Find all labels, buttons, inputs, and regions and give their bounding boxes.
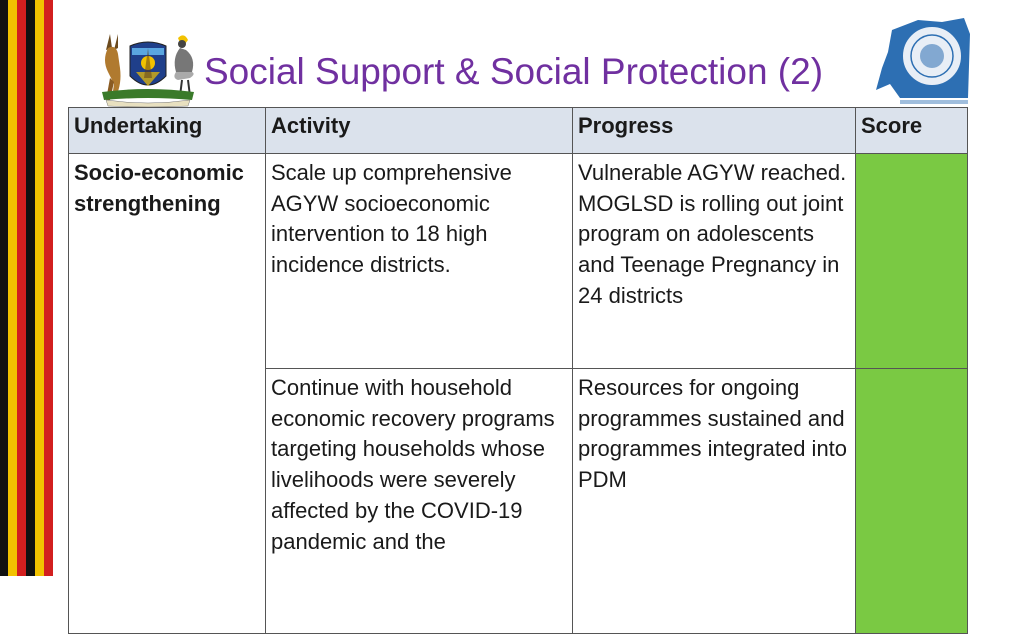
score-indicator-green xyxy=(856,154,968,369)
activity-cell: Continue with household economic recovery programs targeting households whose livelihoods were severely affected by the COVID-19 pandemic and the xyxy=(266,369,573,634)
progress-cell: Resources for ongoing programmes sustained and programmes integrated into PDM xyxy=(573,369,856,634)
activity-cell: Scale up comprehensive AGYW socioeconomic intervention to 18 high incidence districts. xyxy=(266,154,573,369)
table-row xyxy=(69,154,968,369)
uganda-aids-commission-logo xyxy=(872,12,972,108)
header-activity: Activity xyxy=(266,108,573,154)
uganda-flag-stripes xyxy=(0,0,62,576)
slide-title: Social Support & Social Protection (2) xyxy=(204,51,824,92)
progress-cell: Vulnerable AGYW reached. MOGLSD is rolling out joint program on adolescents and Teenage Pregnancy in 24 districts xyxy=(573,154,856,369)
header-score: Score xyxy=(856,108,968,154)
score-indicator-green xyxy=(856,369,968,634)
uganda-coat-of-arms-logo xyxy=(92,28,204,108)
undertaking-cell: Socio-economic strengthening xyxy=(69,154,266,634)
header-progress: Progress xyxy=(573,108,856,154)
undertaking-progress-table xyxy=(68,107,968,634)
header-undertaking: Undertaking xyxy=(69,108,266,154)
